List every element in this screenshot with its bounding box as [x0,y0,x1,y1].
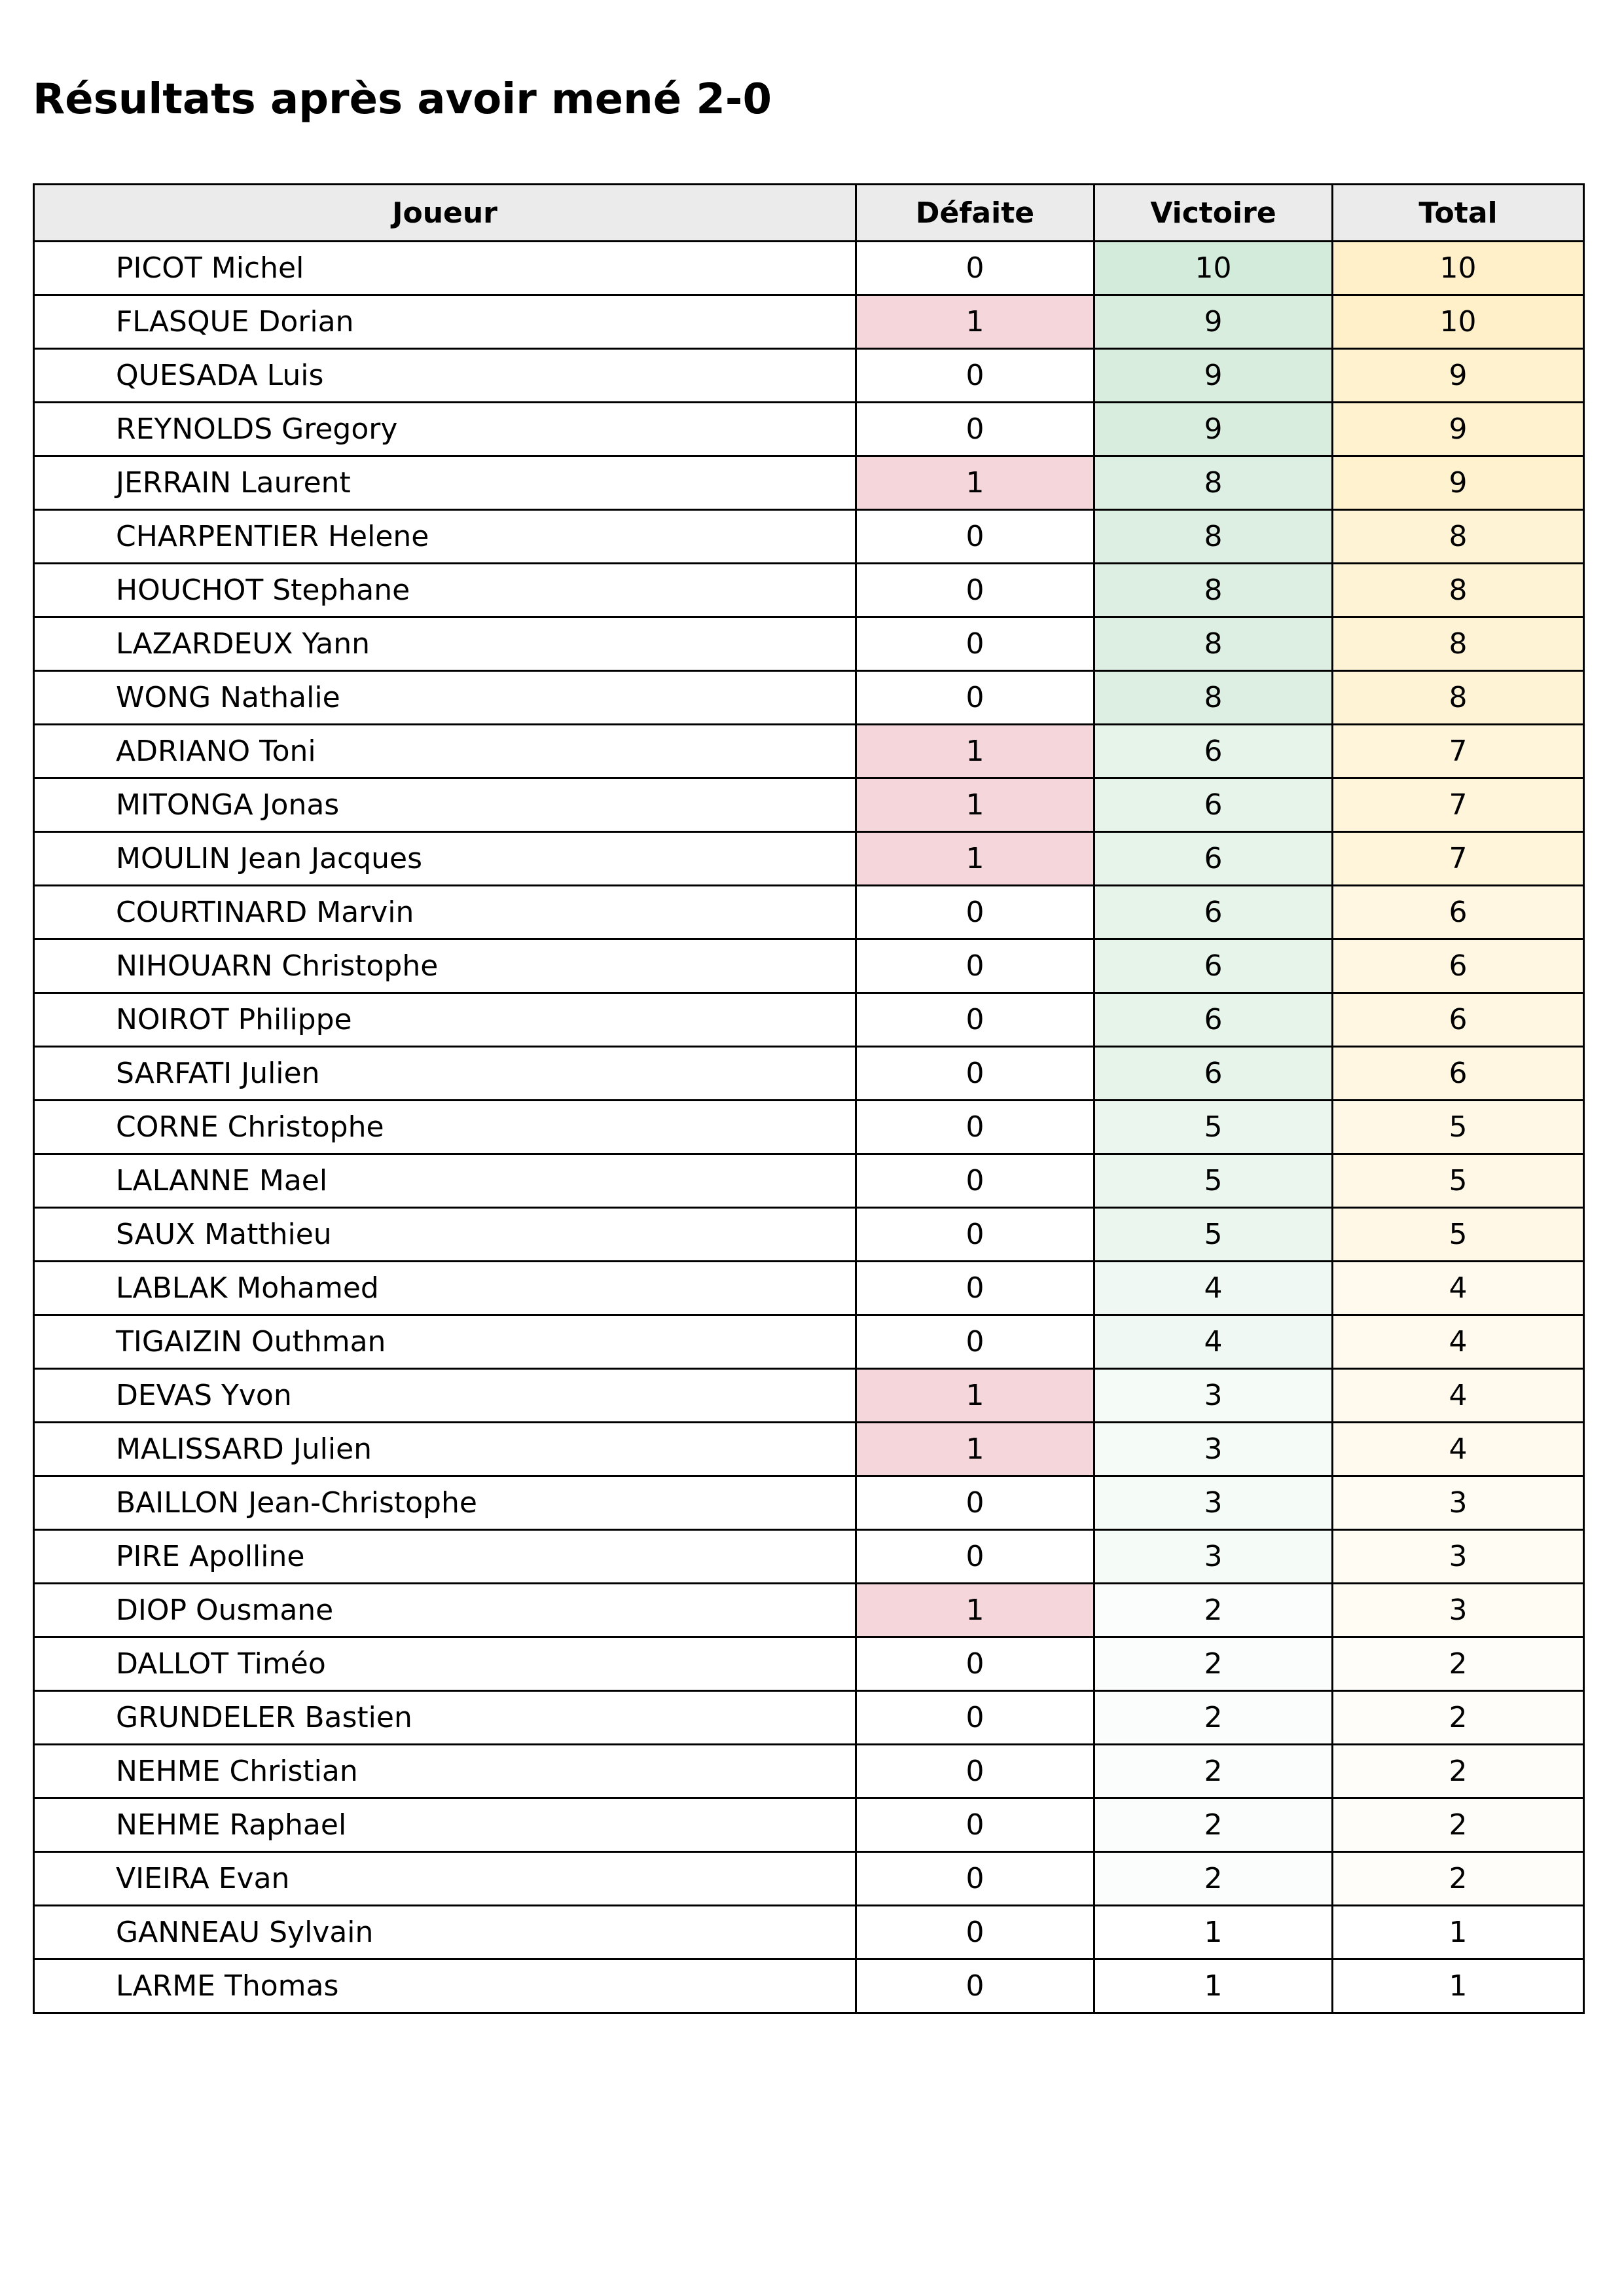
total-cell: 3 [1333,1530,1584,1584]
victoire-cell: 8 [1094,617,1333,671]
victoire-cell: 9 [1094,403,1333,456]
total-cell: 8 [1333,671,1584,725]
victoire-cell: 4 [1094,1315,1333,1369]
player-name-cell: HOUCHOT Stephane [34,564,856,617]
defaite-cell: 1 [856,778,1094,832]
total-cell: 7 [1333,778,1584,832]
defaite-cell: 0 [856,1047,1094,1101]
player-name-cell: REYNOLDS Gregory [34,403,856,456]
player-name-cell: LALANNE Mael [34,1154,856,1208]
player-name-cell: DALLOT Timéo [34,1637,856,1691]
table-row [34,778,1584,832]
victoire-cell: 2 [1094,1852,1333,1906]
table-row [34,295,1584,349]
defaite-cell: 0 [856,1798,1094,1852]
total-cell: 1 [1333,1906,1584,1959]
player-name-cell: LABLAK Mohamed [34,1262,856,1315]
total-cell: 4 [1333,1369,1584,1423]
total-cell: 5 [1333,1208,1584,1262]
total-cell: 5 [1333,1154,1584,1208]
table-row [34,1154,1584,1208]
defaite-cell: 1 [856,1369,1094,1423]
victoire-cell: 8 [1094,510,1333,564]
victoire-cell: 3 [1094,1423,1333,1476]
victoire-cell: 8 [1094,671,1333,725]
table-row [34,1208,1584,1262]
total-cell: 3 [1333,1476,1584,1530]
defaite-cell: 1 [856,832,1094,886]
victoire-cell: 6 [1094,939,1333,993]
player-name-cell: NIHOUARN Christophe [34,939,856,993]
player-name-cell: ADRIANO Toni [34,725,856,778]
defaite-cell: 1 [856,725,1094,778]
table-row [34,564,1584,617]
total-cell: 8 [1333,564,1584,617]
victoire-cell: 9 [1094,349,1333,403]
victoire-cell: 2 [1094,1798,1333,1852]
defaite-cell: 0 [856,1745,1094,1798]
defaite-cell: 0 [856,886,1094,939]
total-cell: 7 [1333,725,1584,778]
defaite-cell: 0 [856,1637,1094,1691]
total-cell: 1 [1333,1959,1584,2013]
table-row [34,1262,1584,1315]
player-name-cell: GRUNDELER Bastien [34,1691,856,1745]
total-cell: 2 [1333,1798,1584,1852]
defaite-cell: 0 [856,564,1094,617]
table-row [34,832,1584,886]
player-name-cell: NEHME Raphael [34,1798,856,1852]
player-name-cell: NEHME Christian [34,1745,856,1798]
player-name-cell: TIGAIZIN Outhman [34,1315,856,1369]
table-row [34,1852,1584,1906]
table-row [34,1369,1584,1423]
defaite-cell: 0 [856,1476,1094,1530]
player-name-cell: JERRAIN Laurent [34,456,856,510]
table-row [34,1315,1584,1369]
defaite-cell: 0 [856,1530,1094,1584]
player-name-cell: CHARPENTIER Helene [34,510,856,564]
table-row [34,510,1584,564]
victoire-cell: 6 [1094,725,1333,778]
victoire-cell: 4 [1094,1262,1333,1315]
victoire-cell: 6 [1094,832,1333,886]
player-name-cell: MITONGA Jonas [34,778,856,832]
header-joueur: Joueur [34,185,856,242]
player-name-cell: LARME Thomas [34,1959,856,2013]
total-cell: 7 [1333,832,1584,886]
victoire-cell: 1 [1094,1959,1333,2013]
victoire-cell: 6 [1094,1047,1333,1101]
player-name-cell: MOULIN Jean Jacques [34,832,856,886]
total-cell: 6 [1333,993,1584,1047]
player-name-cell: COURTINARD Marvin [34,886,856,939]
defaite-cell: 0 [856,1691,1094,1745]
table-row [34,1530,1584,1584]
total-cell: 4 [1333,1423,1584,1476]
player-name-cell: SARFATI Julien [34,1047,856,1101]
defaite-cell: 1 [856,295,1094,349]
defaite-cell: 0 [856,403,1094,456]
player-name-cell: SAUX Matthieu [34,1208,856,1262]
player-name-cell: MALISSARD Julien [34,1423,856,1476]
victoire-cell: 2 [1094,1691,1333,1745]
defaite-cell: 0 [856,349,1094,403]
table-row [34,1798,1584,1852]
results-table [33,183,1585,2014]
table-row [34,939,1584,993]
header-total: Total [1333,185,1584,242]
player-name-cell: GANNEAU Sylvain [34,1906,856,1959]
victoire-cell: 2 [1094,1745,1333,1798]
victoire-cell: 6 [1094,993,1333,1047]
total-cell: 6 [1333,1047,1584,1101]
total-cell: 3 [1333,1584,1584,1637]
total-cell: 5 [1333,1101,1584,1154]
victoire-cell: 5 [1094,1154,1333,1208]
total-cell: 9 [1333,456,1584,510]
header-row [34,185,1584,242]
player-name-cell: QUESADA Luis [34,349,856,403]
total-cell: 8 [1333,510,1584,564]
table-row [34,886,1584,939]
defaite-cell: 0 [856,1101,1094,1154]
victoire-cell: 8 [1094,564,1333,617]
table-row [34,1101,1584,1154]
defaite-cell: 0 [856,1154,1094,1208]
victoire-cell: 2 [1094,1637,1333,1691]
victoire-cell: 1 [1094,1906,1333,1959]
player-name-cell: WONG Nathalie [34,671,856,725]
table-row [34,456,1584,510]
page-title: Résultats après avoir mené 2-0 [33,75,772,124]
defaite-cell: 1 [856,1423,1094,1476]
table-row [34,1637,1584,1691]
player-name-cell: CORNE Christophe [34,1101,856,1154]
total-cell: 6 [1333,939,1584,993]
player-name-cell: FLASQUE Dorian [34,295,856,349]
defaite-cell: 0 [856,617,1094,671]
table-row [34,993,1584,1047]
table-header [34,185,1584,242]
table-body [34,242,1584,2013]
player-name-cell: NOIROT Philippe [34,993,856,1047]
defaite-cell: 0 [856,1959,1094,2013]
victoire-cell: 3 [1094,1530,1333,1584]
victoire-cell: 10 [1094,242,1333,295]
player-name-cell: BAILLON Jean-Christophe [34,1476,856,1530]
total-cell: 9 [1333,349,1584,403]
table-row [34,1745,1584,1798]
player-name-cell: PICOT Michel [34,242,856,295]
defaite-cell: 1 [856,456,1094,510]
header-defaite: Défaite [856,185,1094,242]
table-row [34,1423,1584,1476]
total-cell: 6 [1333,886,1584,939]
victoire-cell: 5 [1094,1208,1333,1262]
victoire-cell: 3 [1094,1369,1333,1423]
table-row [34,725,1584,778]
victoire-cell: 6 [1094,886,1333,939]
victoire-cell: 9 [1094,295,1333,349]
defaite-cell: 0 [856,939,1094,993]
total-cell: 2 [1333,1852,1584,1906]
header-victoire: Victoire [1094,185,1333,242]
table-row [34,617,1584,671]
defaite-cell: 0 [856,993,1094,1047]
table-row [34,1047,1584,1101]
table-row [34,1584,1584,1637]
total-cell: 10 [1333,295,1584,349]
table-row [34,1476,1584,1530]
defaite-cell: 0 [856,1262,1094,1315]
victoire-cell: 3 [1094,1476,1333,1530]
total-cell: 9 [1333,403,1584,456]
victoire-cell: 6 [1094,778,1333,832]
total-cell: 4 [1333,1315,1584,1369]
player-name-cell: DEVAS Yvon [34,1369,856,1423]
total-cell: 4 [1333,1262,1584,1315]
player-name-cell: PIRE Apolline [34,1530,856,1584]
defaite-cell: 0 [856,510,1094,564]
table-row [34,671,1584,725]
player-name-cell: VIEIRA Evan [34,1852,856,1906]
table-row [34,403,1584,456]
player-name-cell: LAZARDEUX Yann [34,617,856,671]
defaite-cell: 0 [856,1208,1094,1262]
table-row [34,349,1584,403]
defaite-cell: 1 [856,1584,1094,1637]
defaite-cell: 0 [856,1315,1094,1369]
defaite-cell: 0 [856,1906,1094,1959]
total-cell: 2 [1333,1691,1584,1745]
defaite-cell: 0 [856,1852,1094,1906]
victoire-cell: 8 [1094,456,1333,510]
total-cell: 10 [1333,242,1584,295]
total-cell: 2 [1333,1745,1584,1798]
total-cell: 8 [1333,617,1584,671]
table-row [34,1906,1584,1959]
defaite-cell: 0 [856,242,1094,295]
victoire-cell: 5 [1094,1101,1333,1154]
player-name-cell: DIOP Ousmane [34,1584,856,1637]
table-row [34,242,1584,295]
table-row [34,1691,1584,1745]
total-cell: 2 [1333,1637,1584,1691]
table-row [34,1959,1584,2013]
defaite-cell: 0 [856,671,1094,725]
victoire-cell: 2 [1094,1584,1333,1637]
